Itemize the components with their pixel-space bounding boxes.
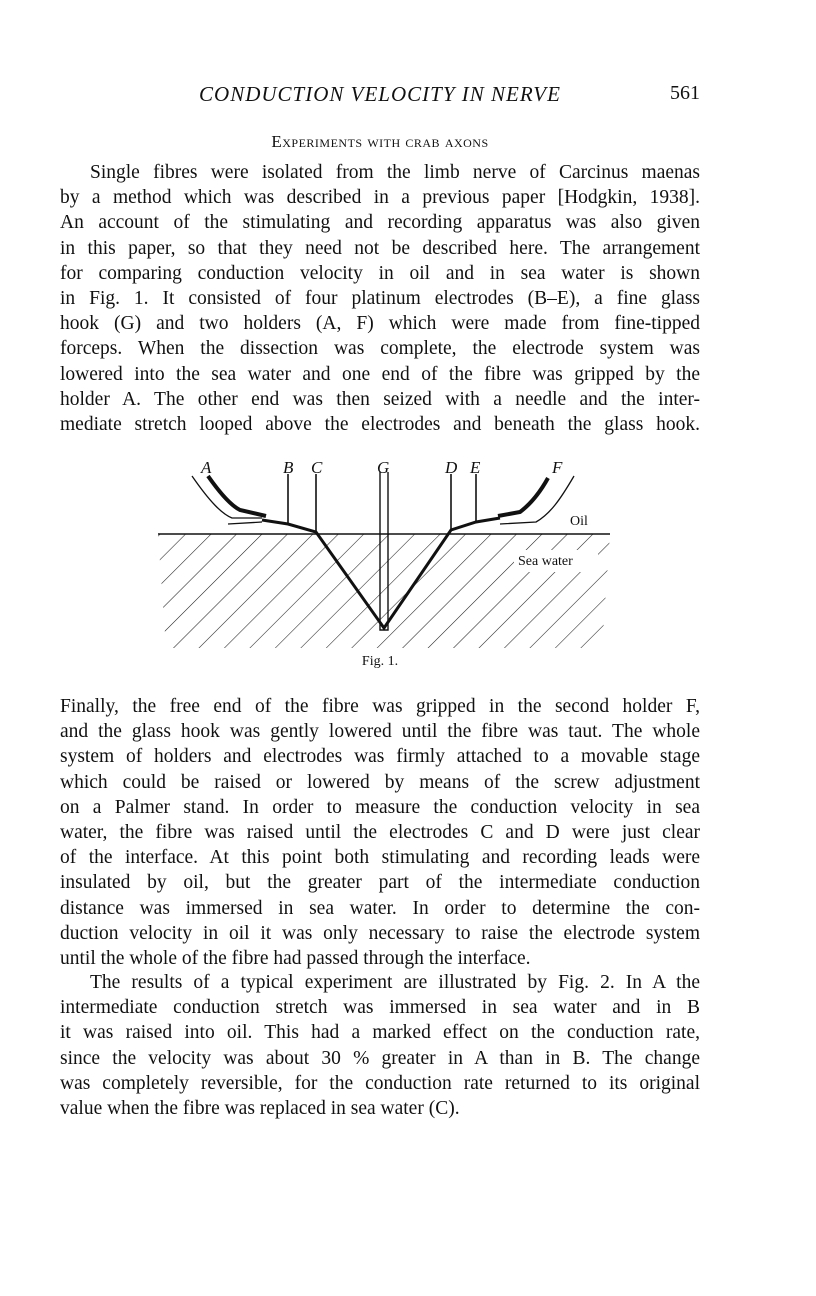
paragraph-line: it was raised into oil. This had a marked effect on the conduction rate, [60,1022,700,1044]
paragraph-line: system of holders and electrodes was firmly attached to a movable stage [60,746,700,768]
paragraph-line: which could be raised or lowered by means of the screw adjustment [60,771,700,793]
figure-caption: Fig. 1. [361,654,399,669]
label-f: F [552,458,563,477]
figure-1-diagram [140,452,630,662]
running-title: CONDUCTION VELOCITY IN NERVE [199,82,561,106]
holder-a [192,476,266,524]
paragraph-1 [60,160,700,437]
paragraph-line: by a method which was described in a previous paper [Hodgkin, 1938]. [60,187,700,209]
paragraph-line: intermediate conduction stretch was immersed in sea water and in B [60,997,700,1019]
paragraph-line: in this paper, so that they need not be described here. The arrangement [60,237,700,259]
holder-f [498,476,574,524]
sea-water-region [158,534,610,648]
label-d: D [445,458,458,477]
label-a: A [201,458,212,477]
paragraph-3 [60,970,700,1121]
paragraph-line: on a Palmer stand. In order to measure the conduction velocity in sea [60,796,700,818]
paragraph-line: and the glass hook was gently lowered until the fibre was taut. The whole [60,721,700,743]
paragraph-line: An account of the stimulating and recording apparatus was also given [60,212,700,234]
paragraph-line: since the velocity was about 30 % greater in A than in B. The change [60,1047,700,1069]
paragraph-line: lowered into the sea water and one end of the fibre was gripped by the [60,363,700,385]
paragraph-line: hook (G) and two holders (A, F) which were made from fine-tipped [60,313,700,335]
paragraph-line: was completely reversible, for the conduction rate returned to its original [60,1072,700,1094]
paragraph-line: Finally, the free end of the fibre was gripped in the second holder F, [60,696,700,717]
page-number: 561 [670,82,700,104]
label-e: E [470,458,481,477]
section-heading: Experiments with crab axons [271,132,489,151]
paragraph-line: until the whole of the fibre had passed through the interface. [60,948,531,970]
paragraph-line: distance was immersed in sea water. In order to determine the con- [60,897,700,919]
oil-label: Oil [570,514,588,529]
electrodes [288,474,476,532]
paragraph-2 [60,694,700,971]
apparatus-diagram [140,452,630,652]
paragraph-line: for comparing conduction velocity in oil and in sea water is shown [60,262,700,284]
sea-water-label: Sea water [518,554,573,569]
paragraph-line: Single fibres were isolated from the limb nerve of Carcinus maenas [90,162,700,183]
label-c: C [311,458,323,477]
label-g: G [377,458,390,477]
paragraph-line: holder A. The other end was then seized with a needle and the inter- [60,388,700,410]
paragraph-line: duction velocity in oil it was only necessary to raise the electrode system [60,922,700,944]
paragraph-line: forceps. When the dissection was complete, the electrode system was [60,338,700,360]
paragraph-line: of the interface. At this point both stimulating and recording leads were [60,847,700,869]
paragraph-line: value when the fibre was replaced in sea water (C). [60,1098,460,1120]
paragraph-line: in Fig. 1. It consisted of four platinum electrodes (B–E), a fine glass [60,288,700,310]
paragraph-line: The results of a typical experiment are illustrated by Fig. 2. In A the [90,972,700,993]
running-head [60,82,700,110]
paragraph-line: insulated by oil, but the greater part of the intermediate conduction [60,872,700,894]
paragraph-line: water, the fibre was raised until the electrodes C and D were just clear [60,822,700,844]
label-b: B [283,458,294,477]
paragraph-line: mediate stretch looped above the electrodes and beneath the glass hook. [60,414,700,436]
